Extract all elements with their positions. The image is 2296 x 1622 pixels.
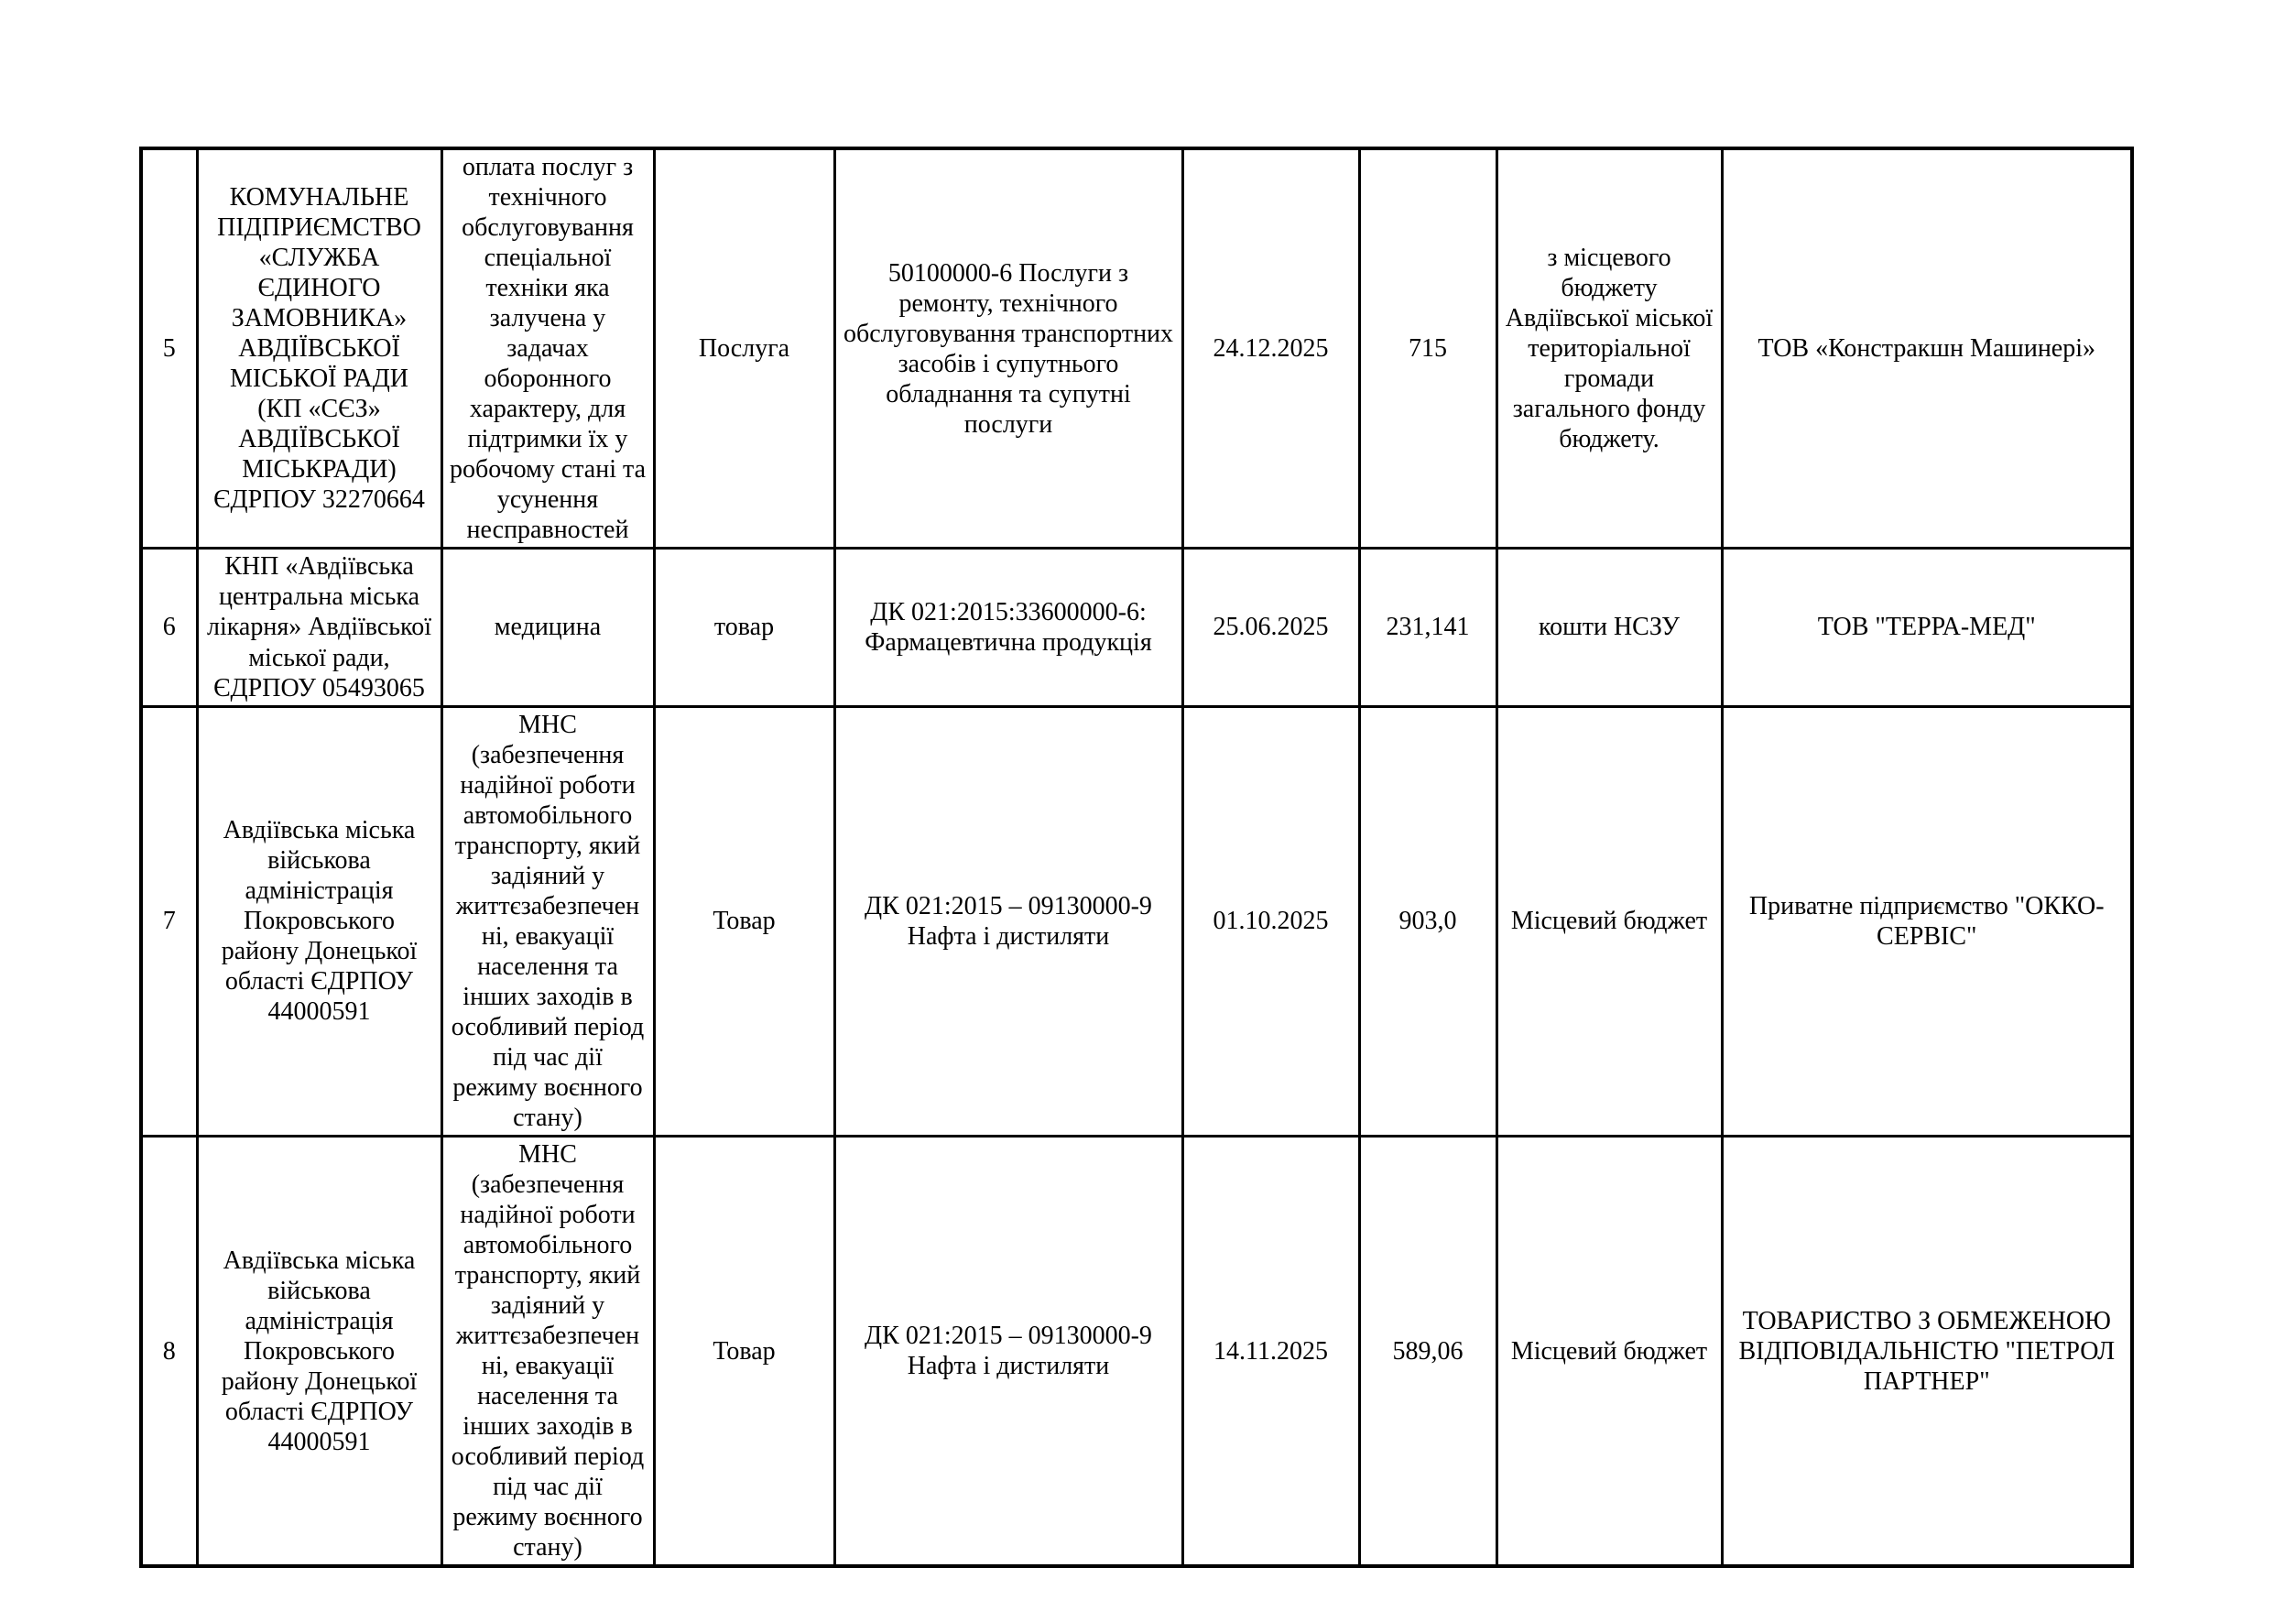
cell-amount: 231,141 [1359, 549, 1496, 706]
cell-amount: 903,0 [1359, 706, 1496, 1136]
cell-customer: Авдіївська міська військова адміністрація Покровського району Донецької області ЄДРПОУ 44000591 [197, 1137, 441, 1567]
cell-row-number: 7 [141, 706, 197, 1136]
cell-customer: КОМУНАЛЬНЕ ПІДПРИЄМСТВО «СЛУЖБА ЄДИНОГО ЗАМОВНИКА» АВДІЇВСЬКОЇ МІСЬКОЇ РАДИ (КП «СЄЗ» АВДІЇВСЬКОЇ МІСЬКРАДИ) ЄДРПОУ 32270664 [197, 148, 441, 549]
cell-row-number: 8 [141, 1137, 197, 1567]
cell-type: Товар [654, 706, 834, 1136]
cell-date: 01.10.2025 [1182, 706, 1359, 1136]
cell-contractor: ТОВ "ТЕРРА-МЕД" [1722, 549, 2132, 706]
cell-funding: з місцевого бюджету Авдіївської міської територіальної громади загального фонду бюджету. [1496, 148, 1722, 549]
cell-funding: кошти НСЗУ [1496, 549, 1722, 706]
cell-classification: ДК 021:2015 – 09130000-9 Нафта і дистиляти [834, 706, 1182, 1136]
cell-description: медицина [441, 549, 654, 706]
cell-description: МНС (забезпечення надійної роботи автомобільного транспорту, який задіяний у життєзабезпеченні, евакуації населення та інших заходів в особливий період під час дії режиму воєнного стану) [441, 706, 654, 1136]
cell-contractor: Приватне підприємство "ОККО-СЕРВІС" [1722, 706, 2132, 1136]
cell-type: товар [654, 549, 834, 706]
table-row [141, 148, 2132, 549]
cell-classification: 50100000-6 Послуги з ремонту, технічного обслуговування транспортних засобів і супутнього обладнання та супутні послуги [834, 148, 1182, 549]
cell-amount: 589,06 [1359, 1137, 1496, 1567]
cell-type: Товар [654, 1137, 834, 1567]
cell-row-number: 6 [141, 549, 197, 706]
cell-amount: 715 [1359, 148, 1496, 549]
cell-customer: Авдіївська міська військова адміністрація Покровського району Донецької області ЄДРПОУ 44000591 [197, 706, 441, 1136]
cell-contractor: ТОВ «Констракшн Машинері» [1722, 148, 2132, 549]
procurement-table [139, 147, 2134, 1568]
cell-type: Послуга [654, 148, 834, 549]
cell-date: 14.11.2025 [1182, 1137, 1359, 1567]
cell-row-number: 5 [141, 148, 197, 549]
cell-funding: Місцевий бюджет [1496, 706, 1722, 1136]
cell-contractor: ТОВАРИСТВО З ОБМЕЖЕНОЮ ВІДПОВІДАЛЬНІСТЮ "ПЕТРОЛ ПАРТНЕР" [1722, 1137, 2132, 1567]
table-row [141, 706, 2132, 1136]
cell-date: 24.12.2025 [1182, 148, 1359, 549]
cell-classification: ДК 021:2015 – 09130000-9 Нафта і дистиляти [834, 1137, 1182, 1567]
table-row [141, 549, 2132, 706]
cell-funding: Місцевий бюджет [1496, 1137, 1722, 1567]
table-row [141, 1137, 2132, 1567]
cell-description: МНС (забезпечення надійної роботи автомобільного транспорту, який задіяний у життєзабезпеченні, евакуації населення та інших заходів в особливий період під час дії режиму воєнного стану) [441, 1137, 654, 1567]
cell-customer: КНП «Авдіївська центральна міська лікарня» Авдіївської міської ради, ЄДРПОУ 05493065 [197, 549, 441, 706]
cell-date: 25.06.2025 [1182, 549, 1359, 706]
cell-description: оплата послуг з технічного обслуговування спеціальної техніки яка залучена у задачах оборонного характеру, для підтримки їх у робочому стані та усунення несправностей [441, 148, 654, 549]
cell-classification: ДК 021:2015:33600000-6: Фармацевтична продукція [834, 549, 1182, 706]
